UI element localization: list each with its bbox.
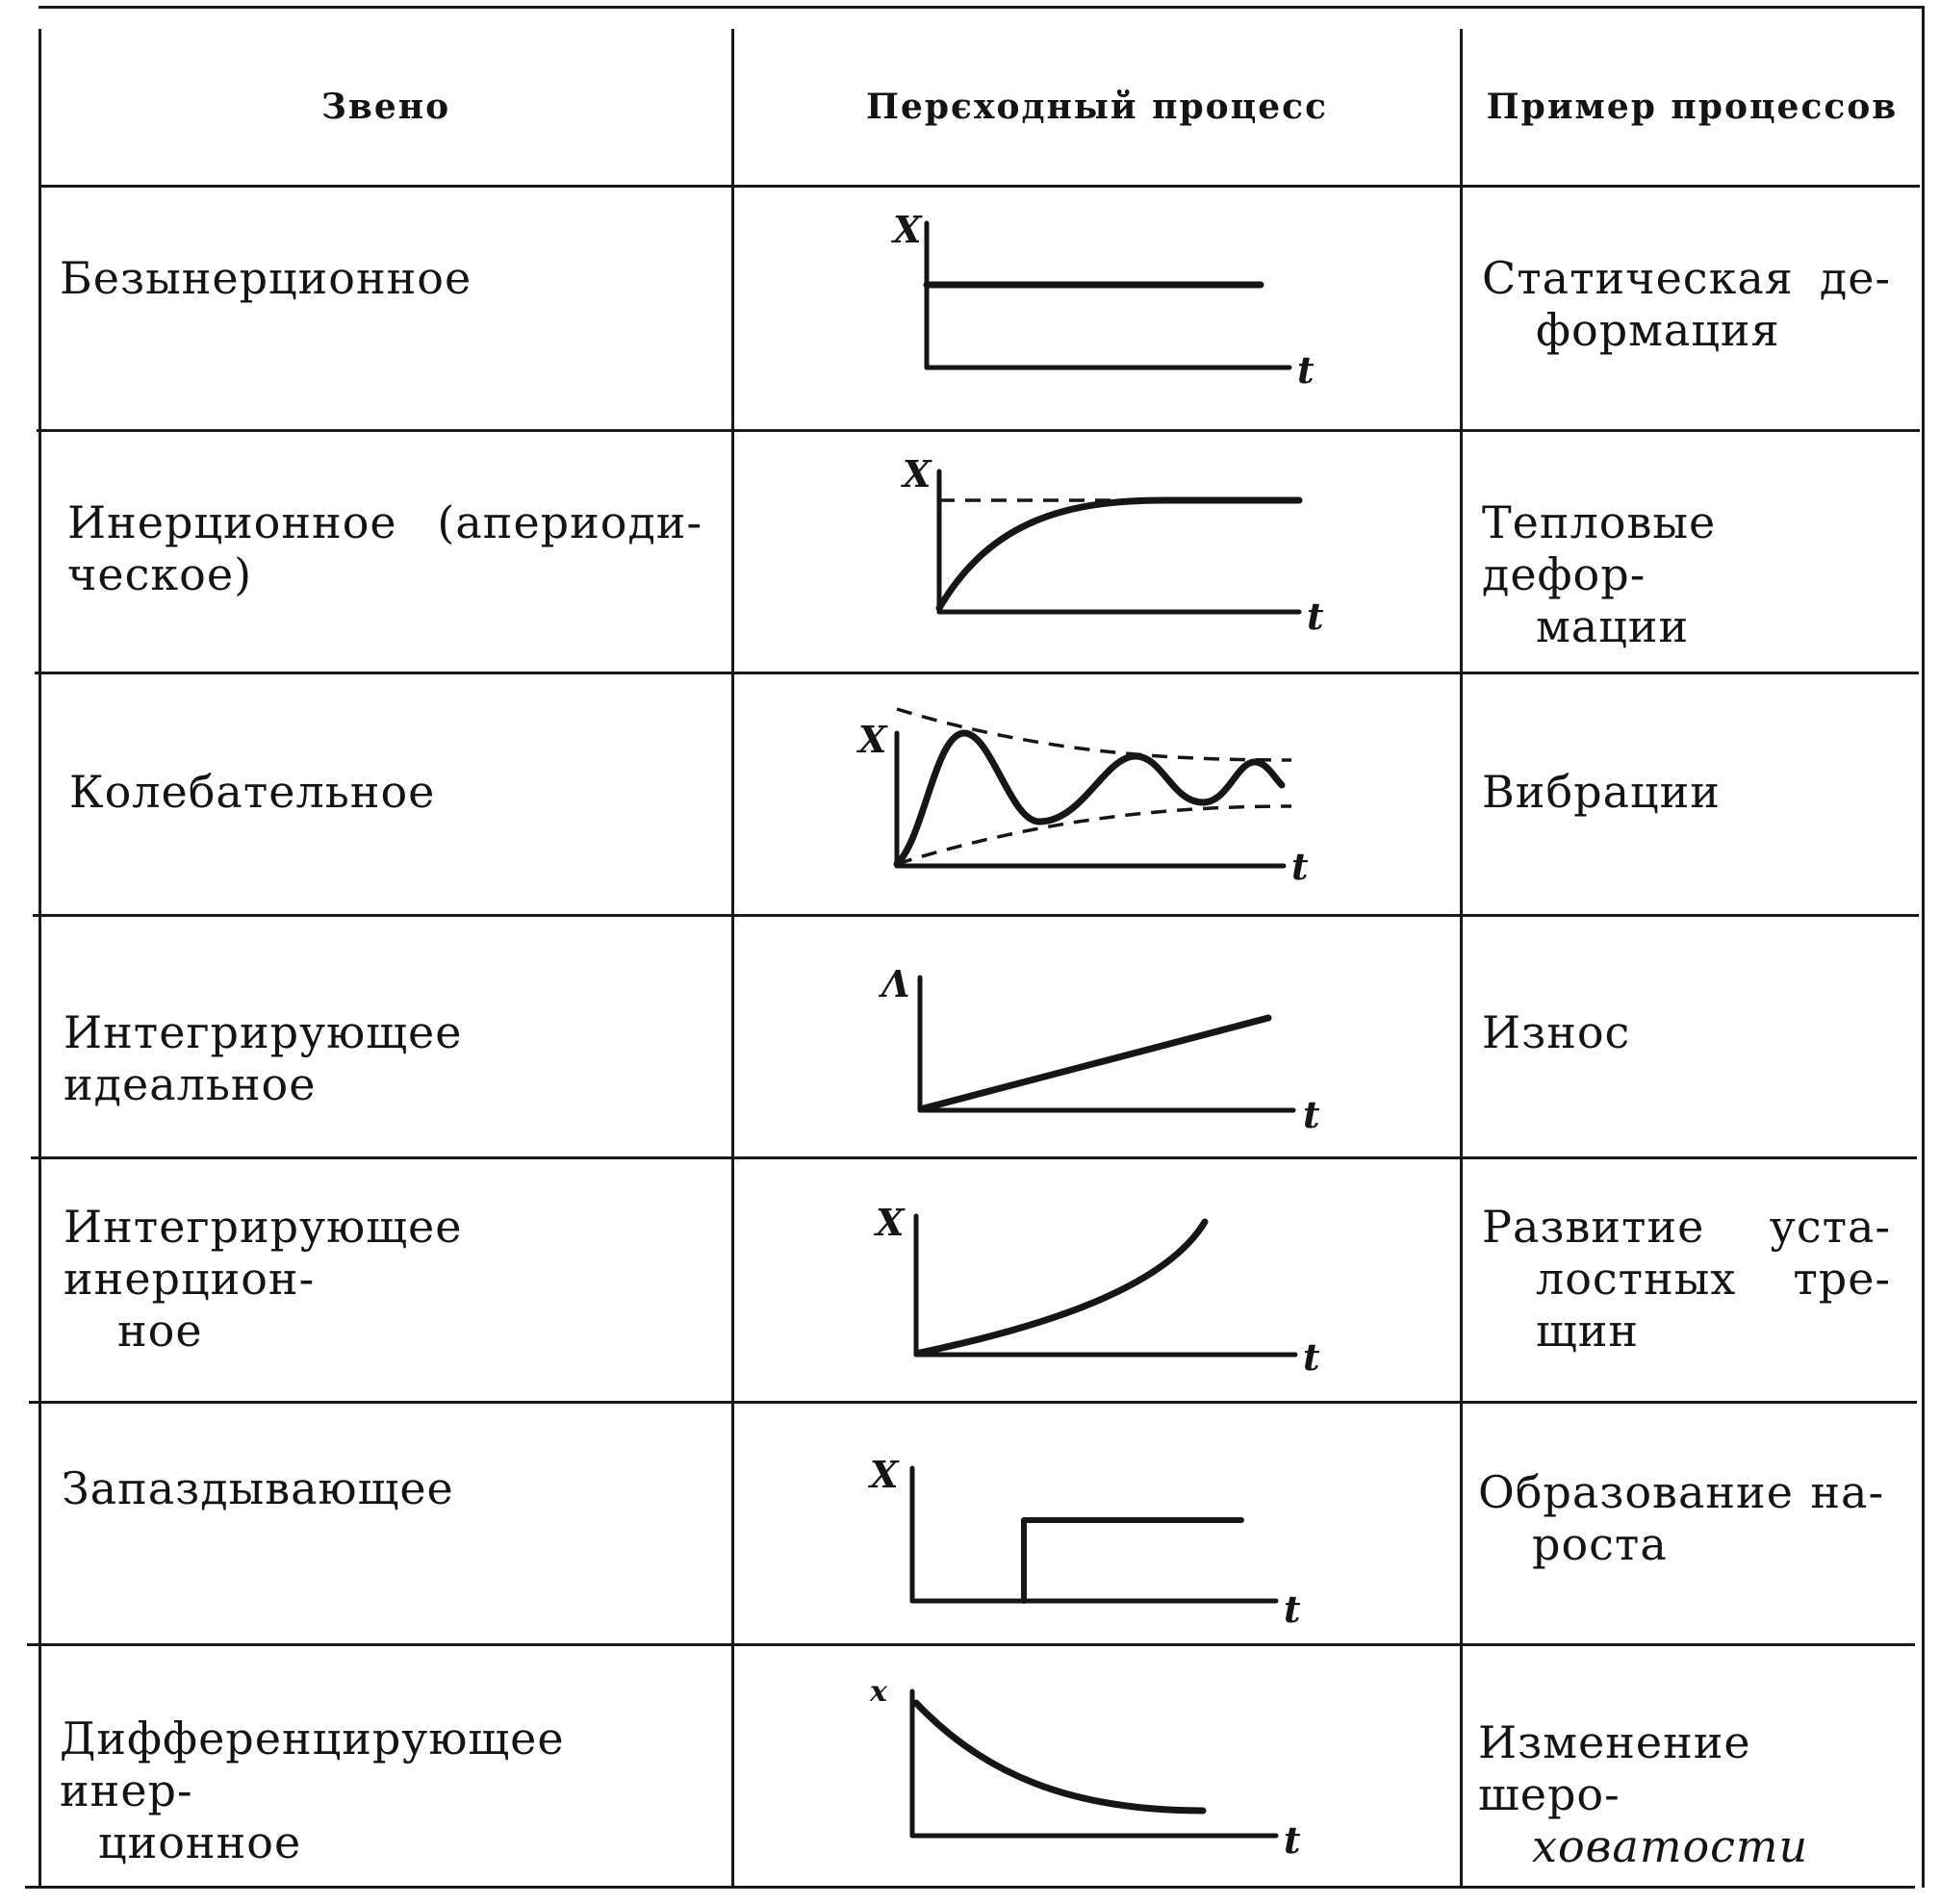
transient-graph-oscillating xyxy=(847,695,1328,916)
x-axis-label: t xyxy=(1307,595,1324,638)
example-text xyxy=(1482,1006,1891,1058)
example-line2: роста xyxy=(1532,1518,1668,1570)
link-name-line2: ческое) xyxy=(67,548,253,600)
example-text xyxy=(1482,496,1891,652)
header-link: Звено xyxy=(320,87,451,127)
example-line2: мации xyxy=(1536,600,1690,652)
table-left-border xyxy=(38,29,41,1886)
table-top-border xyxy=(38,6,1923,9)
example-line1: Изменение шеро- xyxy=(1478,1716,1751,1820)
response-curve xyxy=(916,1703,1203,1811)
column-separator-1 xyxy=(731,29,734,1886)
example-line2: ховатости xyxy=(1532,1820,1809,1872)
table-right-border xyxy=(1922,6,1925,1888)
link-name xyxy=(60,252,695,304)
example-text xyxy=(1478,1466,1884,1570)
link-name xyxy=(64,1201,689,1357)
example-line1: Развитие уста- xyxy=(1482,1201,1891,1253)
y-axis-label: X xyxy=(876,1201,905,1244)
y-axis-label: X xyxy=(893,208,922,251)
example-text xyxy=(1482,1201,1891,1357)
column-separator-2 xyxy=(1460,29,1463,1886)
transient-graph-aperiodic xyxy=(847,452,1328,673)
link-name xyxy=(67,496,702,600)
row-separator xyxy=(37,429,1920,432)
response-curve xyxy=(897,733,1282,864)
example-text xyxy=(1482,766,1891,818)
example-line3: щин xyxy=(1536,1305,1640,1357)
link-name-line1: Интегрирующее инерцион- xyxy=(64,1201,463,1305)
link-name-line1: Запаздывающее xyxy=(62,1462,454,1514)
link-name-line2: ное xyxy=(117,1305,203,1357)
x-axis-label: t xyxy=(1284,1587,1301,1631)
x-axis-label: t xyxy=(1303,1335,1320,1379)
x-axis-label: t xyxy=(1291,845,1309,888)
response-curve xyxy=(924,1018,1268,1108)
link-name xyxy=(69,766,704,818)
header-separator xyxy=(38,185,1920,188)
link-name-line1: Колебательное xyxy=(69,766,436,818)
x-axis-label: t xyxy=(1284,1818,1301,1862)
example-line2: лостных тре- xyxy=(1536,1253,1891,1305)
example-line1: Тепловые дефор- xyxy=(1482,496,1717,600)
lower-envelope xyxy=(897,806,1291,864)
link-name xyxy=(62,1462,697,1514)
transient-graph-parabola xyxy=(847,1193,1328,1414)
y-axis-label: X xyxy=(903,452,932,495)
y-axis-label: X xyxy=(870,1453,899,1496)
link-name-line1: Инерционное (апериоди- xyxy=(67,496,702,548)
response-curve xyxy=(939,500,1299,608)
example-line1: Статическая де- xyxy=(1482,252,1891,304)
example-text xyxy=(1482,252,1891,356)
transient-graph-delay xyxy=(847,1445,1328,1666)
header-example: Пример процессов xyxy=(1486,87,1899,127)
example-line2: формация xyxy=(1536,304,1780,356)
link-name-line1: Дифференцирующее инер- xyxy=(60,1713,565,1816)
x-axis-label: t xyxy=(1303,1093,1320,1136)
link-name xyxy=(60,1713,695,1868)
transient-graph-ramp xyxy=(847,952,1328,1174)
header-transient: Перєходный процесс xyxy=(865,87,1328,127)
link-name-line1: Безынерционное xyxy=(60,252,472,304)
response-curve xyxy=(1024,1520,1241,1601)
link-name xyxy=(64,1006,718,1110)
y-axis-label: Λ xyxy=(881,962,910,1005)
transient-graph-decay xyxy=(847,1666,1328,1888)
y-axis-label: X xyxy=(858,718,887,761)
link-name-line1: Интегрирующее идеальное xyxy=(64,1006,463,1110)
example-line1: Вибрации xyxy=(1482,766,1721,818)
response-curve xyxy=(920,1222,1205,1353)
example-line1: Образование на- xyxy=(1478,1466,1884,1518)
transient-graph-constant xyxy=(847,208,1328,429)
example-text xyxy=(1478,1716,1884,1872)
x-axis-label: t xyxy=(1297,348,1315,392)
link-name-line2: ционное xyxy=(98,1816,302,1868)
example-line1: Износ xyxy=(1482,1006,1631,1058)
y-axis-label: x xyxy=(870,1675,887,1709)
